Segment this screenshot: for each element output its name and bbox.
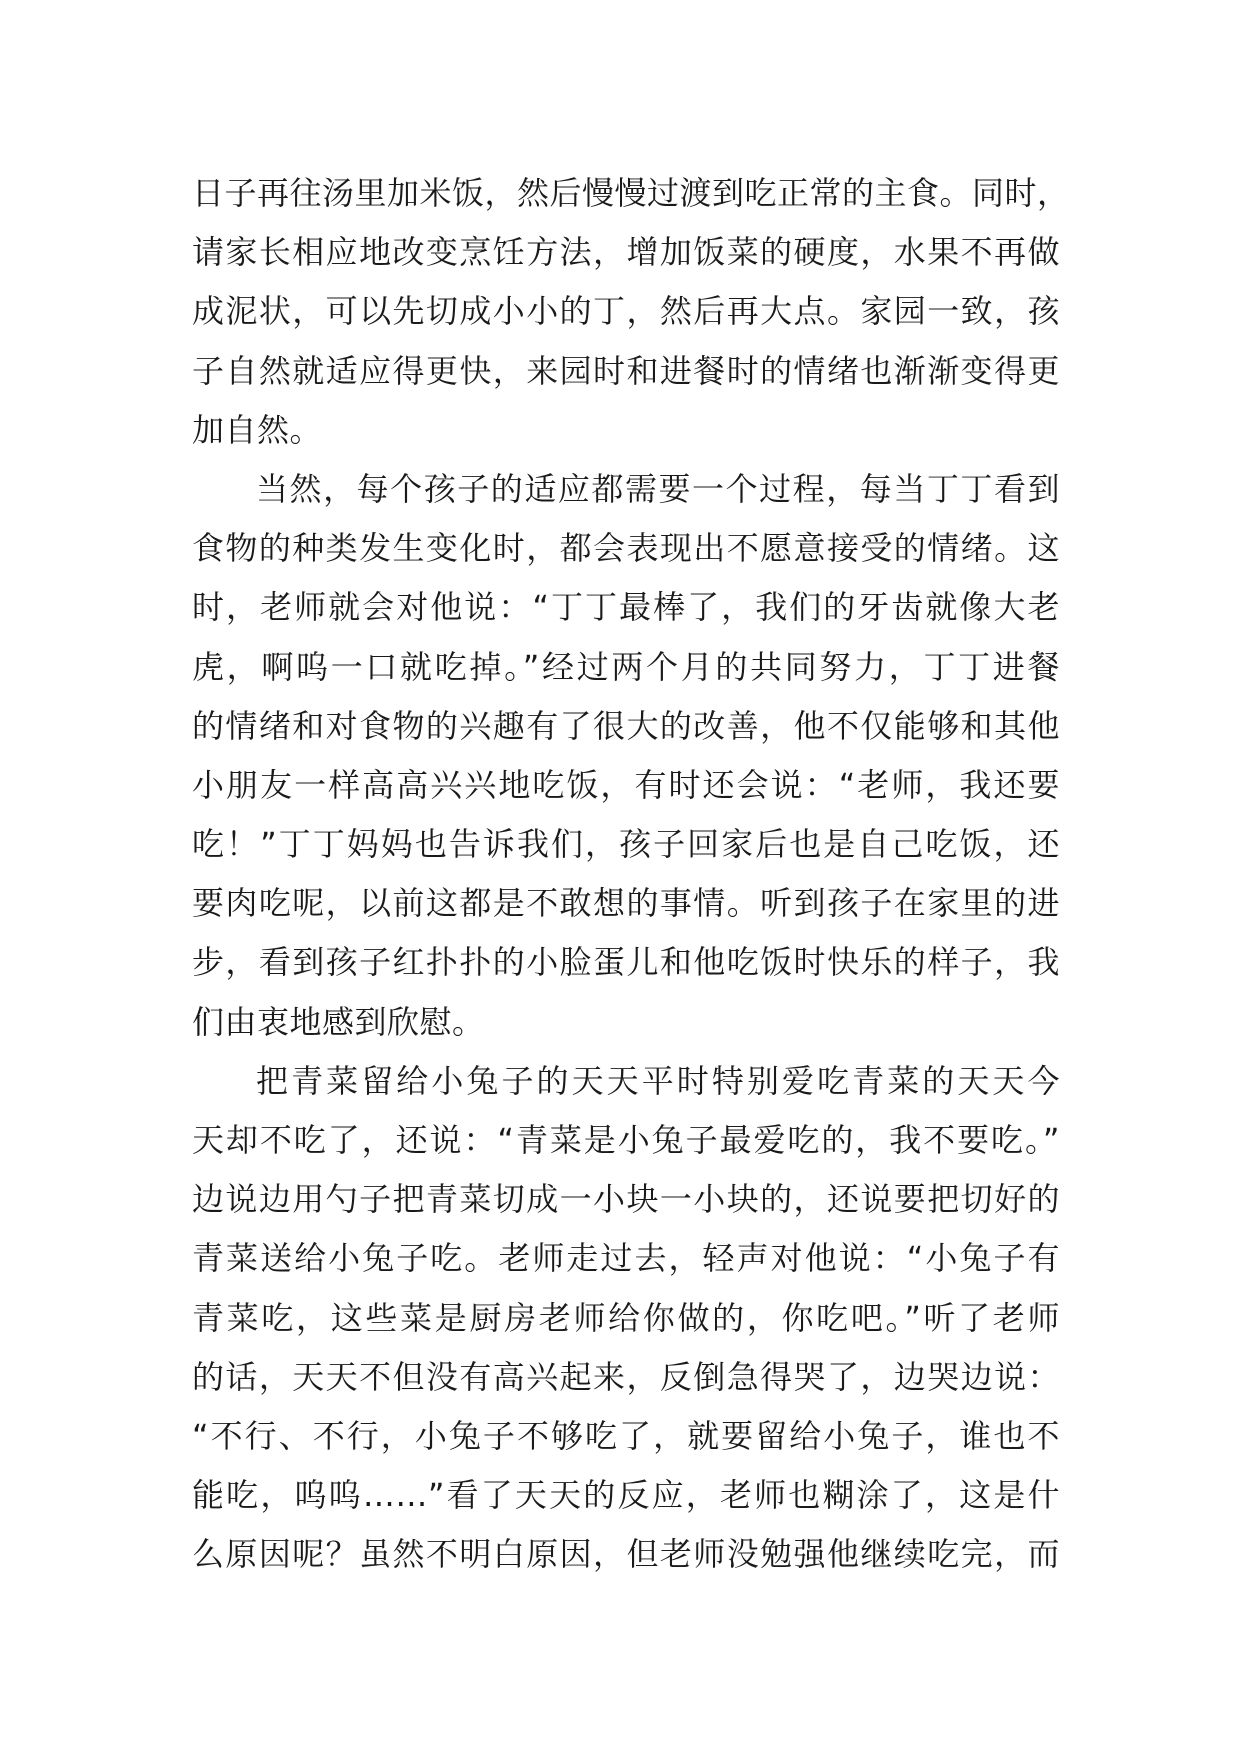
text-line: 天却不吃了，还说：“青菜是小兔子最爱吃的，我不要吃。” bbox=[192, 1121, 1060, 1159]
text-line: 子自然就适应得更快，来园时和进餐时的情绪也渐渐变得更 bbox=[192, 351, 1060, 390]
text-line: 的话，天天不但没有高兴起来，反倒急得哭了，边哭边说： bbox=[192, 1357, 1060, 1396]
text-line: 边说边用勺子把青菜切成一小块一小块的，还说要把切好的 bbox=[192, 1180, 1060, 1219]
text-line: 步，看到孩子红扑扑的小脸蛋儿和他吃饭时快乐的样子，我 bbox=[192, 943, 1060, 982]
text-line: 么原因呢？虽然不明白原因，但老师没勉强他继续吃完，而 bbox=[192, 1535, 1060, 1574]
text-line: 们由衷地感到欣慰。 bbox=[192, 1002, 485, 1041]
text-line: 青菜吃，这些菜是厨房老师给你做的，你吃吧。”听了老师 bbox=[192, 1298, 1060, 1337]
text-line: 小朋友一样高高兴兴地吃饭，有时还会说：“老师，我还要 bbox=[192, 765, 1060, 804]
text-line: 要肉吃呢，以前这都是不敢想的事情。听到孩子在家里的进 bbox=[192, 884, 1060, 923]
text-line: 虎，啊呜一口就吃掉。”经过两个月的共同努力，丁丁进餐 bbox=[192, 647, 1060, 686]
body-text bbox=[192, 164, 1070, 1585]
text-line: 加自然。 bbox=[192, 410, 323, 449]
text-line: 吃！”丁丁妈妈也告诉我们，孩子回家后也是自己吃饭，还 bbox=[192, 825, 1060, 864]
text-line: 成泥状，可以先切成小小的丁，然后再大点。家园一致，孩 bbox=[192, 292, 1060, 331]
text-line: 能吃，呜呜……”看了天天的反应，老师也糊涂了，这是什 bbox=[192, 1476, 1060, 1515]
text-line: 日子再往汤里加米饭，然后慢慢过渡到吃正常的主食。同时， bbox=[192, 174, 1070, 212]
text-line: 青菜送给小兔子吃。老师走过去，轻声对他说：“小兔子有 bbox=[192, 1239, 1060, 1278]
paragraph-first-line: 当然，每个孩子的适应都需要一个过程，每当丁丁看到 bbox=[256, 469, 1060, 508]
text-line: 请家长相应地改变烹饪方法，增加饭菜的硬度，水果不再做 bbox=[192, 233, 1060, 272]
text-line: 食物的种类发生变化时，都会表现出不愿意接受的情绪。这 bbox=[192, 529, 1060, 568]
text-line: “不行、不行，小兔子不够吃了，就要留给小兔子，谁也不 bbox=[192, 1416, 1060, 1455]
paragraph-first-line: 把青菜留给小兔子的天天平时特别爱吃青菜的天天今 bbox=[256, 1061, 1060, 1100]
text-line: 的情绪和对食物的兴趣有了很大的改善，他不仅能够和其他 bbox=[192, 706, 1060, 745]
text-line: 时，老师就会对他说：“丁丁最棒了，我们的牙齿就像大老 bbox=[192, 588, 1060, 627]
